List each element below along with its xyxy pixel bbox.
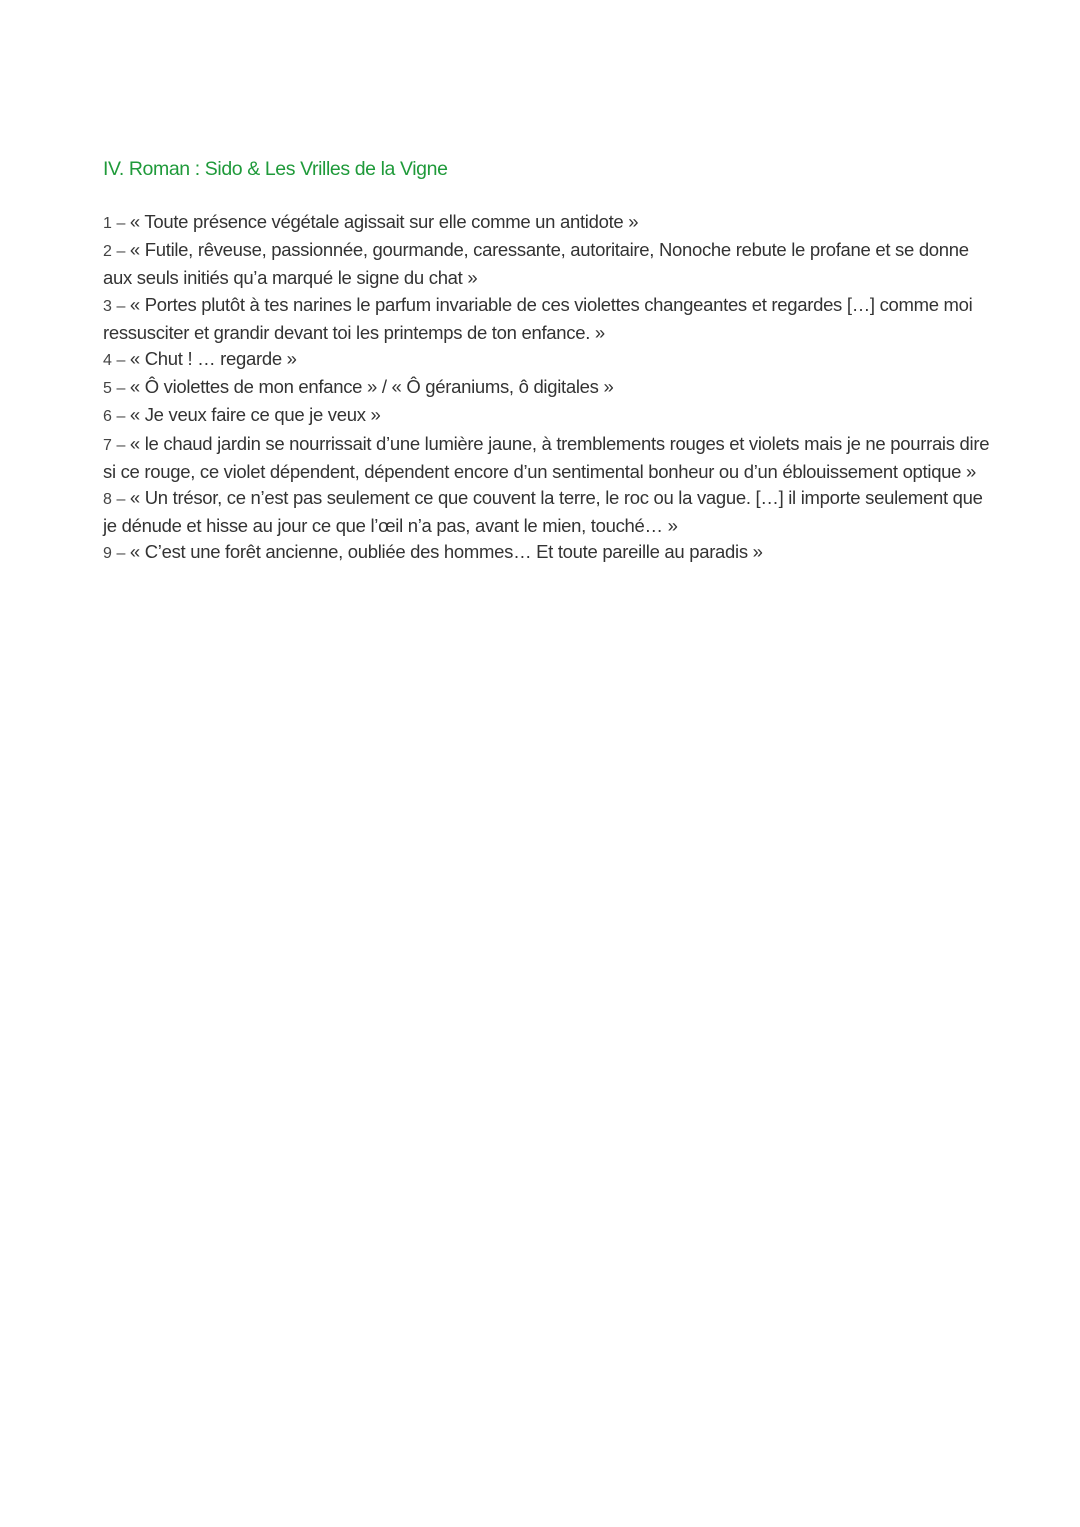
item-text: « Je veux faire ce que je veux » xyxy=(129,404,381,426)
item-separator: – xyxy=(116,243,126,261)
item-separator: – xyxy=(116,408,126,426)
item-text: « Toute présence végétale agissait sur elle comme un antidote » xyxy=(129,211,639,232)
item-separator: – xyxy=(116,491,126,509)
item-number: 2 xyxy=(103,243,112,261)
item-text: « le chaud jardin se nourrissait d’une lumière jaune, à tremblements rouges et violets mais je ne pourrais dire si ce rouge, ce violet dépendent, dépendent encore d’un sentimental bonheur ou d’un éblouissement optique » xyxy=(103,432,990,482)
list-item xyxy=(103,485,993,539)
list-item xyxy=(103,402,993,430)
item-text: « C’est une forêt ancienne, oubliée des hommes… Et toute pareille au paradis » xyxy=(129,541,763,563)
quote-list xyxy=(103,209,993,568)
item-separator: – xyxy=(116,436,126,454)
list-item xyxy=(103,431,993,485)
item-separator: – xyxy=(116,352,126,370)
item-separator: – xyxy=(116,215,126,232)
item-number: 9 xyxy=(103,545,112,563)
item-text: « Portes plutôt à tes narines le parfum invariable de ces violettes changeantes et regardes […] comme moi ressusciter et grandir devant toi les printemps de ton enfance. » xyxy=(103,293,973,343)
list-item xyxy=(103,539,993,567)
list-item xyxy=(103,346,993,374)
item-number: 5 xyxy=(103,380,112,398)
item-separator: – xyxy=(116,380,126,398)
item-text: « Un trésor, ce n’est pas seulement ce que couvent la terre, le roc ou la vague. […] il importe seulement que je dénude et hisse au jour ce que l’œil n’a pas, avant le mien, touché… » xyxy=(103,487,983,537)
item-text: « Ô violettes de mon enfance » / « Ô géraniums, ô digitales » xyxy=(129,376,614,398)
item-number: 4 xyxy=(103,352,112,370)
list-item xyxy=(103,237,993,291)
list-item xyxy=(103,209,993,237)
item-number: 6 xyxy=(103,408,112,426)
item-number: 3 xyxy=(103,297,112,315)
item-number: 1 xyxy=(103,215,112,232)
item-text: « Chut ! … regarde » xyxy=(129,348,297,370)
section-title: IV. Roman : Sido & Les Vrilles de la Vigne xyxy=(103,158,448,180)
item-number: 8 xyxy=(103,491,112,509)
item-text: « Futile, rêveuse, passionnée, gourmande, caressante, autoritaire, Nonoche rebute le profane et se donne aux seuls initiés qu’a marqué le signe du chat » xyxy=(103,239,969,289)
item-separator: – xyxy=(116,297,126,315)
list-item xyxy=(103,292,993,346)
item-number: 7 xyxy=(103,436,112,454)
list-item xyxy=(103,374,993,402)
item-separator: – xyxy=(116,545,126,563)
